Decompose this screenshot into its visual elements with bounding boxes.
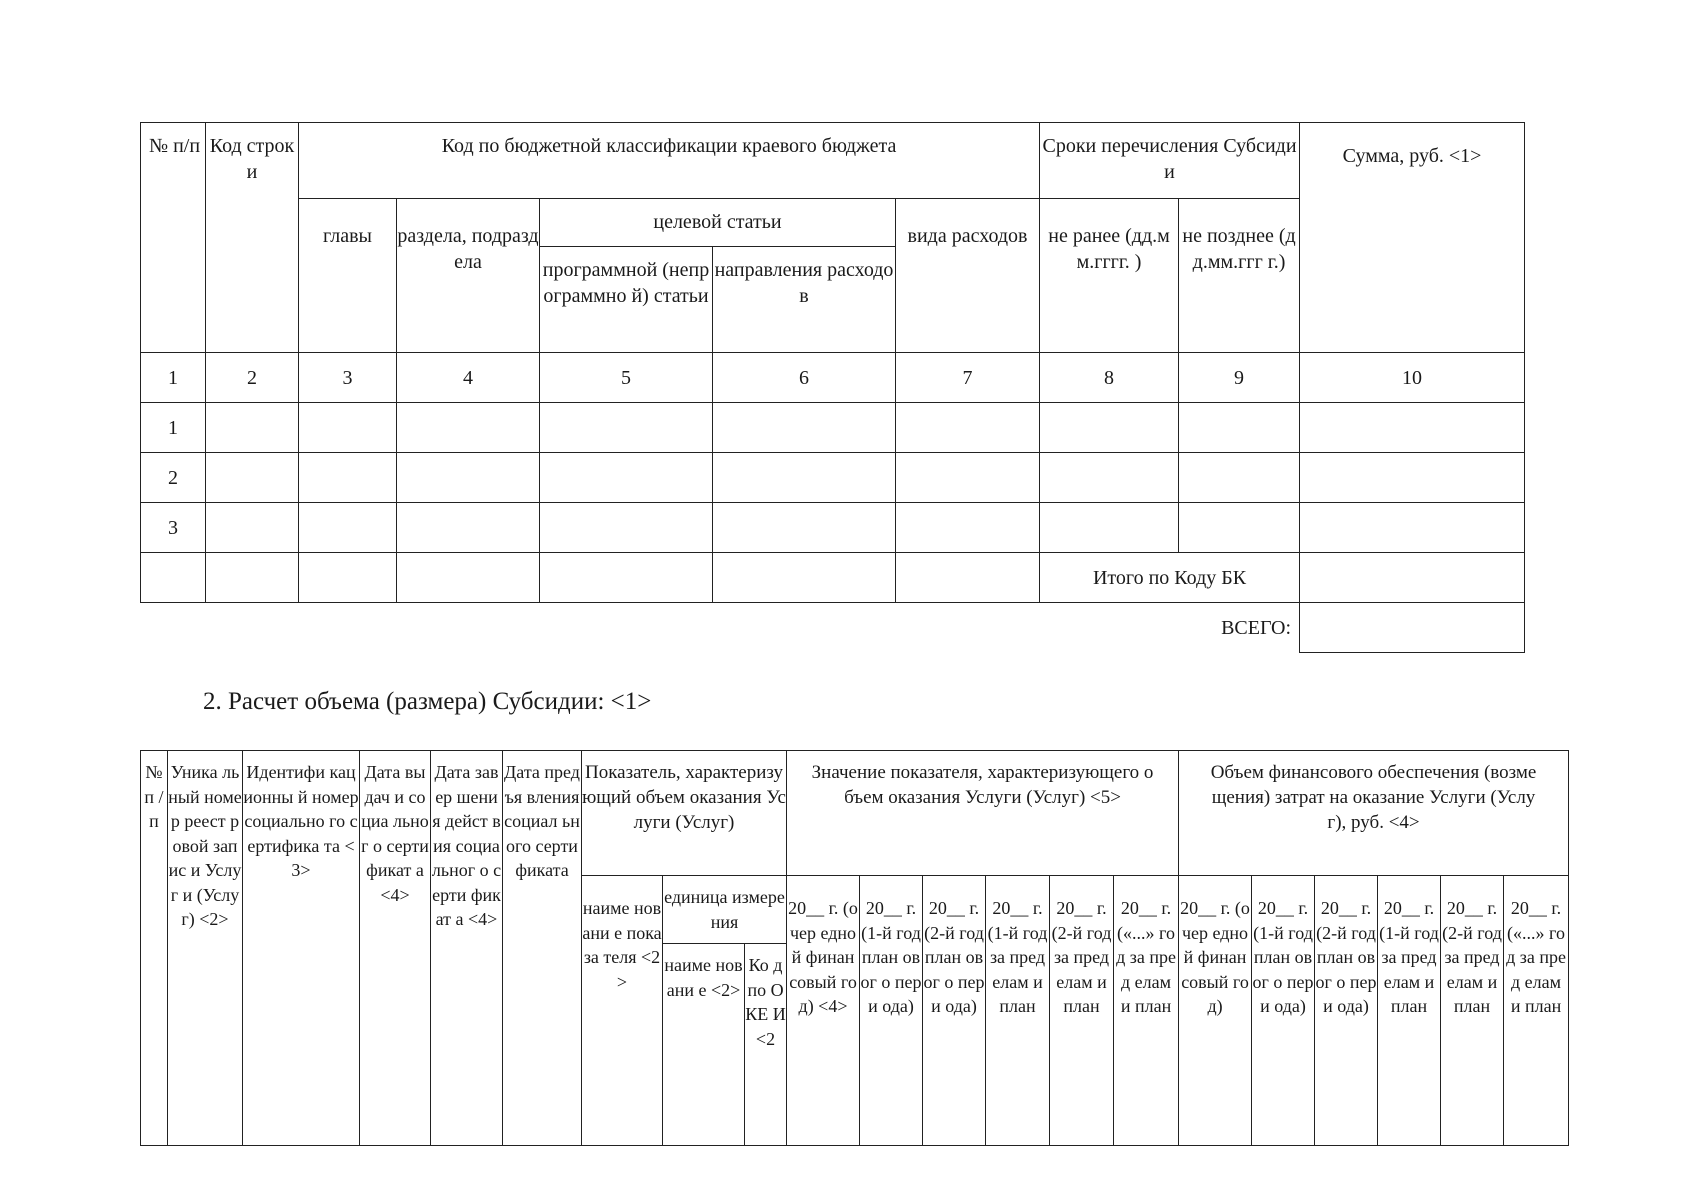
cell[interactable]: [713, 503, 896, 553]
row-number: 2: [141, 453, 206, 503]
header-date-issue: Дата выдач и социа льног о серти фикат а <4>: [360, 751, 431, 1146]
cell[interactable]: [206, 553, 299, 603]
header-unit: единица измерения: [663, 876, 787, 944]
cell[interactable]: [1300, 453, 1525, 503]
col-number: 4: [397, 353, 540, 403]
header-date-end: Дата завер шени я дейст вия социа льног о серти фикат а <4>: [431, 751, 503, 1146]
finance-col-header: 20__ г. (1-й год за пред елам и план: [1378, 876, 1441, 1146]
header-sum: Сумма, руб. <1>: [1300, 123, 1525, 353]
table-row: [141, 453, 1525, 503]
header-terms-group: Сроки перечисления Субсидии: [1040, 123, 1300, 199]
column-numbers-row: [141, 353, 1525, 403]
header-code-row: Код строки: [206, 123, 299, 353]
subsidy-calculation-table: [140, 750, 1569, 1146]
value-col-header: 20__ г. («...» год за пред елам и план: [1114, 876, 1179, 1146]
col-number: 2: [206, 353, 299, 403]
header-okei-code: Ко д по О КЕ И <2: [745, 944, 787, 1146]
col-number: 7: [896, 353, 1040, 403]
value-col-header: 20__ г. (очер едной финан совый год) <4>: [787, 876, 860, 1146]
cell[interactable]: [1179, 503, 1300, 553]
budget-classification-table: [140, 122, 1525, 653]
header-glavy: главы: [299, 199, 397, 353]
header-razdela: раздела, подраздела: [397, 199, 540, 353]
value-col-header: 20__ г. (2-й год за пред елам и план: [1050, 876, 1114, 1146]
row-number: 1: [141, 403, 206, 453]
cell[interactable]: [1040, 403, 1179, 453]
total-row: [141, 553, 1525, 603]
cell[interactable]: [540, 453, 713, 503]
cell[interactable]: [540, 403, 713, 453]
cell[interactable]: [299, 553, 397, 603]
cell[interactable]: [397, 553, 540, 603]
row-number: 3: [141, 503, 206, 553]
finance-col-header: 20__ г. (2-й год за пред елам и план: [1441, 876, 1504, 1146]
cell[interactable]: [540, 503, 713, 553]
header-value-group: Значение показателя, характеризующего объем оказания Услуги (Услуг) <5>: [787, 751, 1179, 876]
cell[interactable]: [1300, 503, 1525, 553]
cell[interactable]: [540, 553, 713, 603]
col-number: 1: [141, 353, 206, 403]
cell[interactable]: [713, 403, 896, 453]
header-indicator-name: наиме новани е показа теля <2>: [582, 876, 663, 1146]
col-number: 6: [713, 353, 896, 403]
table-row: [141, 503, 1525, 553]
total-by-bk-label: Итого по Коду БК: [1040, 553, 1300, 603]
cell[interactable]: [299, 503, 397, 553]
header-date-present: Дата предъя вления социал ьного серти фиката: [503, 751, 582, 1146]
col-number: 10: [1300, 353, 1525, 403]
cell[interactable]: [397, 503, 540, 553]
cell[interactable]: [896, 553, 1040, 603]
finance-col-header: 20__ г. (2-й год план овог о пери ода): [1315, 876, 1378, 1146]
header-programmnoy: программной (непрограммно й) статьи: [540, 247, 713, 353]
col-number: 8: [1040, 353, 1179, 403]
cell[interactable]: [206, 453, 299, 503]
cell[interactable]: [713, 453, 896, 503]
col-number: 3: [299, 353, 397, 403]
finance-col-header: 20__ г. (1-й год план овог о пери ода): [1252, 876, 1315, 1146]
cell[interactable]: [896, 453, 1040, 503]
cell[interactable]: [141, 553, 206, 603]
total-by-bk-value[interactable]: [1300, 553, 1525, 603]
header-num: № п / п: [141, 751, 168, 1146]
header-napravleniya: направления расходов: [713, 247, 896, 353]
cell[interactable]: [397, 403, 540, 453]
grand-total-label: ВСЕГО:: [1221, 616, 1292, 639]
header-vida: вида расходов: [896, 199, 1040, 353]
value-col-header: 20__ г. (1-й год за пред елам и план: [986, 876, 1050, 1146]
header-ne-pozdnee: не позднее (дд.мм.ггг г.): [1179, 199, 1300, 353]
header-finance-group: Объем финансового обеспечения (возмещения) затрат на оказание Услуги (Услуг), руб. <4>: [1179, 751, 1569, 876]
cell[interactable]: [1040, 503, 1179, 553]
header-bk-group: Код по бюджетной классификации краевого бюджета: [299, 123, 1040, 199]
header-num: № п/п: [141, 123, 206, 353]
value-col-header: 20__ г. (1-й год план овог о пери ода): [860, 876, 923, 1146]
cell[interactable]: [1179, 403, 1300, 453]
cell[interactable]: [713, 553, 896, 603]
cell[interactable]: [299, 453, 397, 503]
header-unit-name: наиме новани е <2>: [663, 944, 745, 1146]
col-number: 9: [1179, 353, 1300, 403]
finance-col-header: 20__ г. («...» год за пред елам и план: [1504, 876, 1569, 1146]
header-ne-ranee: не ранее (дд.мм.гггг. ): [1040, 199, 1179, 353]
header-unique-number: Уника льный номер реест ровой запис и Услуг и (Услу г) <2>: [168, 751, 243, 1146]
finance-col-header: 20__ г. (очер едной финан совый год): [1179, 876, 1252, 1146]
col-number: 5: [540, 353, 713, 403]
section-2-title: 2. Расчет объема (размера) Субсидии: <1>: [203, 688, 652, 715]
cell[interactable]: [1040, 453, 1179, 503]
cell[interactable]: [1179, 453, 1300, 503]
cell[interactable]: [206, 503, 299, 553]
value-col-header: 20__ г. (2-й год план овог о пери ода): [923, 876, 986, 1146]
cell[interactable]: [896, 503, 1040, 553]
cell[interactable]: [896, 403, 1040, 453]
header-certificate-id: Идентифи кационны й номер социально го сертифика та <3>: [243, 751, 360, 1146]
grand-total-value[interactable]: [1300, 603, 1525, 653]
header-indicator-group: Показатель, характеризующий объем оказания Услуги (Услуг): [582, 751, 787, 876]
cell[interactable]: [206, 403, 299, 453]
grand-total-row: [141, 603, 1525, 653]
cell[interactable]: [299, 403, 397, 453]
cell[interactable]: [397, 453, 540, 503]
cell[interactable]: [1300, 403, 1525, 453]
table-row: [141, 403, 1525, 453]
header-celevoy: целевой статьи: [540, 199, 896, 247]
